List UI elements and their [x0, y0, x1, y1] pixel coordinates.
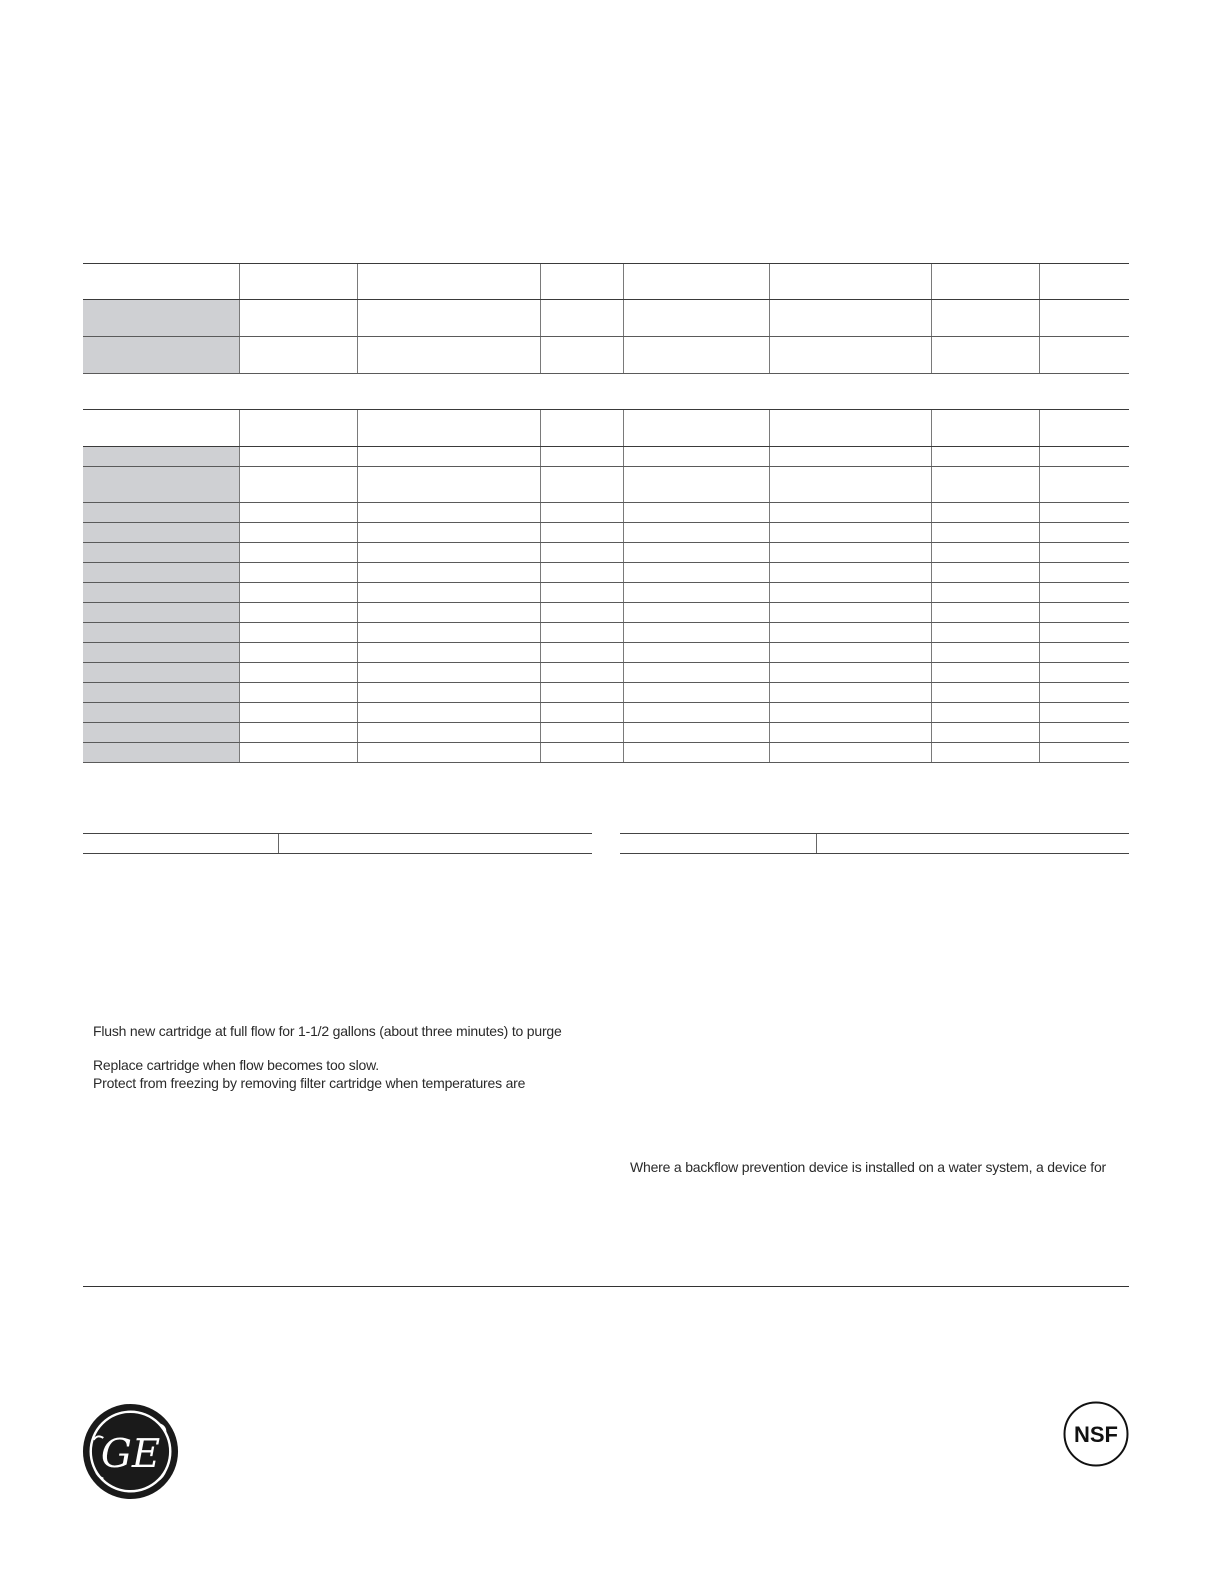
table-row — [83, 563, 1129, 583]
table-row — [83, 447, 1129, 467]
table-row — [620, 834, 1129, 854]
table-row — [83, 743, 1129, 763]
table-row — [83, 523, 1129, 543]
table-row — [83, 337, 1129, 374]
nsf-mark-icon — [1063, 1401, 1129, 1467]
table-row — [83, 683, 1129, 703]
spec-table-left — [83, 833, 592, 854]
table-row — [83, 663, 1129, 683]
table-row — [83, 643, 1129, 663]
performance-table-1 — [83, 263, 1129, 374]
freeze-instruction: Protect from freezing by removing filter cartridge when temperatures are — [93, 1075, 526, 1091]
table-header-row — [83, 264, 1129, 300]
replace-instruction: Replace cartridge when flow becomes too slow. — [93, 1057, 379, 1073]
ge-logo-text: GE — [100, 1432, 161, 1478]
performance-table-2 — [83, 409, 1129, 763]
table-row — [83, 603, 1129, 623]
table-header-row — [83, 410, 1129, 447]
ge-logo-icon — [82, 1403, 179, 1500]
table-row — [83, 834, 592, 854]
backflow-note: Where a backflow prevention device is installed on a water system, a device for — [630, 1159, 1106, 1175]
table-row — [83, 703, 1129, 723]
nsf-mark-text: NSF — [1074, 1422, 1118, 1447]
table-row — [83, 723, 1129, 743]
table-row — [83, 543, 1129, 563]
table-row — [83, 300, 1129, 337]
table-row — [83, 583, 1129, 603]
flush-instruction: Flush new cartridge at full flow for 1-1/2 gallons (about three minutes) to purge — [93, 1023, 562, 1039]
table-row — [83, 503, 1129, 523]
spec-table-right — [620, 833, 1129, 854]
table-row — [83, 623, 1129, 643]
footer-divider — [83, 1286, 1129, 1287]
table-row — [83, 467, 1129, 503]
